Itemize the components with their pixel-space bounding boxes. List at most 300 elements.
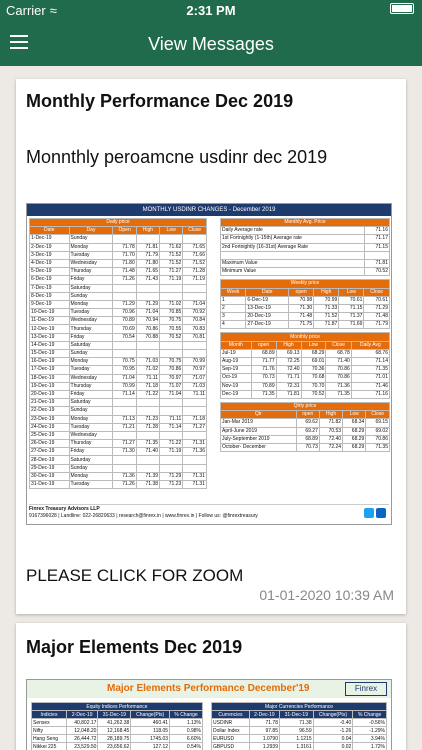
table-cell: 12-Dec-19 — [30, 325, 70, 333]
table-cell: 71.15 — [339, 304, 364, 312]
table-row — [221, 251, 390, 259]
table-cell: 97.85 — [249, 727, 279, 735]
table-cell — [183, 341, 207, 349]
table-cell: 70.99 — [183, 358, 207, 366]
table-row — [221, 227, 390, 235]
column-header: Date — [30, 227, 70, 235]
column-header: 2-Dec-19 — [66, 711, 97, 719]
table-cell: 71.38 — [279, 719, 313, 727]
table-cell: 71.04 — [183, 300, 207, 308]
table-cell — [113, 464, 136, 472]
column-header: open — [251, 341, 276, 349]
table-cell: EURUSD — [212, 735, 250, 743]
table-row — [221, 349, 390, 357]
table-cell: 71.38 — [136, 481, 159, 489]
table-cell: 71.31 — [183, 440, 207, 448]
table-cell — [160, 407, 183, 415]
table-cell: 71.22 — [160, 440, 183, 448]
table-row — [221, 382, 390, 390]
table-row — [30, 456, 207, 464]
table-cell: 71.80 — [136, 259, 159, 267]
table-cell — [160, 341, 183, 349]
table-cell: 72.25 — [276, 358, 301, 366]
column-header: Close — [364, 288, 390, 296]
table-cell: 31-Dec-19 — [30, 481, 70, 489]
table-cell: 71.30 — [289, 304, 314, 312]
table-cell: -1.26 — [313, 727, 353, 735]
table-cell: Nifty — [32, 727, 67, 735]
table-row — [30, 448, 207, 456]
table-cell: 71.04 — [160, 390, 183, 398]
table-cell: Dec-19 — [221, 390, 252, 398]
table-cell: 6-Dec-19 — [30, 276, 70, 284]
table-cell: 71.35 — [326, 390, 351, 398]
table-row — [30, 374, 207, 382]
table-cell: Monday — [69, 243, 113, 251]
table-cell: 1.72% — [353, 743, 387, 750]
table-row — [221, 443, 390, 451]
table-cell — [183, 235, 207, 243]
table-cell: 27-Dec-19 — [30, 448, 70, 456]
table-cell: 15-Dec-19 — [30, 350, 70, 358]
table-cell: 71.81 — [276, 390, 301, 398]
table-cell: 41,262.38 — [98, 719, 131, 727]
table-row — [30, 268, 207, 276]
table-cell: 71.07 — [183, 374, 207, 382]
table-row — [32, 719, 203, 727]
table-cell: 2nd Fortnightly (16-31st) Average Rate — [221, 243, 365, 251]
table-cell — [160, 235, 183, 243]
table-cell: 1 — [221, 296, 246, 304]
battery-icon — [390, 3, 414, 14]
table-cell — [136, 431, 159, 439]
table-cell: -1.29% — [353, 727, 387, 735]
table-cell: Monday — [69, 415, 113, 423]
table-row — [32, 727, 203, 735]
table-cell: Aug-19 — [221, 358, 252, 366]
table-cell: Sunday — [69, 464, 113, 472]
table-cell: Daily Average rate — [221, 227, 365, 235]
table-cell: 69.13 — [276, 349, 301, 357]
table-cell: Tuesday — [69, 251, 113, 259]
table-cell: Sep-19 — [221, 366, 252, 374]
table-row — [30, 325, 207, 333]
table-row — [30, 251, 207, 259]
column-header: 31-Dec-19 — [98, 711, 131, 719]
table-cell: 71.11 — [136, 374, 159, 382]
table-row — [30, 481, 207, 489]
table-cell — [364, 251, 389, 259]
table-cell: 68.29 — [343, 427, 366, 435]
table-cell: 26,444.72 — [66, 735, 97, 743]
table-row — [212, 743, 387, 750]
message-card[interactable] — [16, 79, 406, 614]
table-cell — [136, 292, 159, 300]
table-cell: 2-Dec-19 — [30, 243, 70, 251]
table-row — [30, 292, 207, 300]
table-cell: 72.31 — [276, 382, 301, 390]
message-feed[interactable] — [0, 66, 422, 750]
column-header: % Change — [170, 711, 203, 719]
table-row — [221, 390, 390, 398]
table-row — [212, 727, 387, 735]
table-cell: 71.19 — [160, 276, 183, 284]
table-cell: 71.29 — [136, 300, 159, 308]
table-row — [30, 382, 207, 390]
table-cell: 70.99 — [314, 296, 339, 304]
table-cell: 70.73 — [251, 374, 276, 382]
column-header: High — [136, 227, 159, 235]
table-cell: 71.48 — [113, 268, 136, 276]
table-cell — [136, 350, 159, 358]
column-header: % Change — [353, 711, 387, 719]
table-row — [221, 235, 390, 243]
table-cell: Monday — [69, 472, 113, 480]
message-subtitle: Monnthly peroamcne usdinr dec 2019 — [26, 147, 328, 167]
table-cell: 71.78 — [113, 243, 136, 251]
column-header: Month — [221, 341, 252, 349]
table-cell: 68.78 — [326, 349, 351, 357]
table-cell: Thursday — [69, 440, 113, 448]
table-cell: 20-Dec-19 — [30, 390, 70, 398]
table-cell: 71.26 — [113, 276, 136, 284]
table-row — [221, 259, 390, 267]
column-header: 31-Dec-19 — [279, 711, 313, 719]
table-cell: 70.99 — [113, 382, 136, 390]
table-cell: 71.82 — [319, 419, 342, 427]
table-cell: 71.79 — [136, 251, 159, 259]
table-cell: Wednesday — [69, 317, 113, 325]
table-row — [30, 407, 207, 415]
carrier-label: Carrier — [6, 3, 46, 18]
table-row — [30, 472, 207, 480]
table-cell — [113, 407, 136, 415]
table-cell: 70.61 — [339, 296, 364, 304]
table-cell: 23,529.50 — [66, 743, 97, 750]
column-header: Change(Pts) — [313, 711, 353, 719]
table-cell: 6.60% — [170, 735, 203, 743]
table-cell: 68.29 — [301, 349, 326, 357]
table-cell: -0.56% — [353, 719, 387, 727]
table-cell: Saturday — [69, 284, 113, 292]
table-cell — [160, 431, 183, 439]
table-cell: 70.84 — [183, 317, 207, 325]
zoom-link[interactable]: PLEASE CLICK FOR ZOOM — [26, 566, 244, 585]
table-cell: 71.35 — [366, 443, 390, 451]
table-cell: 24-Dec-19 — [30, 423, 70, 431]
table-cell: 71.11 — [160, 415, 183, 423]
table-cell: 71.29 — [113, 300, 136, 308]
column-header: Day — [69, 227, 113, 235]
table-row — [32, 743, 203, 750]
table-cell: 71.35 — [351, 366, 389, 374]
table-cell: 71.27 — [113, 440, 136, 448]
table-cell — [183, 464, 207, 472]
table-cell: 71.75 — [289, 321, 314, 329]
table-cell: Jan-Mar 2019 — [221, 419, 297, 427]
message-image[interactable] — [26, 679, 392, 750]
table-row — [30, 333, 207, 341]
table-cell — [136, 456, 159, 464]
table-cell: 71.40 — [326, 358, 351, 366]
table-cell: 70.75 — [160, 358, 183, 366]
daily-price-table — [29, 218, 207, 489]
table-cell: 71.43 — [136, 276, 159, 284]
table-cell — [113, 431, 136, 439]
table-cell: 70.98 — [289, 296, 314, 304]
table-cell: 71.36 — [183, 448, 207, 456]
table-cell: Nikkei 225 — [32, 743, 67, 750]
table-cell: 23,656.62 — [98, 743, 131, 750]
table-cell: 71.52 — [183, 259, 207, 267]
table-cell — [183, 292, 207, 300]
table-cell — [221, 251, 365, 259]
table-cell: 22-Dec-19 — [30, 407, 70, 415]
table-cell: 0.04 — [313, 735, 353, 743]
table-cell: 460.41 — [131, 719, 170, 727]
table-cell: 71.36 — [326, 382, 351, 390]
table-cell: 30-Dec-19 — [30, 472, 70, 480]
table-cell: 70.68 — [301, 374, 326, 382]
table-cell: 14-Dec-19 — [30, 341, 70, 349]
table-cell — [113, 456, 136, 464]
table-cell: 17-Dec-19 — [30, 366, 70, 374]
table-cell: 1745.03 — [131, 735, 170, 743]
table-cell: Tuesday — [69, 423, 113, 431]
table-cell — [136, 341, 159, 349]
table-cell: 71.23 — [136, 415, 159, 423]
twitter-icon — [364, 508, 374, 518]
table-header: Equity Indices Performance — [32, 703, 203, 711]
table-cell: 68.76 — [351, 349, 389, 357]
table-row — [30, 300, 207, 308]
table-row — [221, 358, 390, 366]
table-cell: 70.89 — [113, 317, 136, 325]
table-row — [32, 735, 203, 743]
column-header: Close — [183, 227, 207, 235]
table-cell: 70.94 — [136, 317, 159, 325]
table-cell: 70.86 — [136, 325, 159, 333]
table-cell: 127.12 — [131, 743, 170, 750]
table-cell: Jul-19 — [221, 349, 252, 357]
table-row — [30, 366, 207, 374]
table-row — [30, 415, 207, 423]
table-cell — [136, 464, 159, 472]
table-row — [30, 235, 207, 243]
table-cell: 71.62 — [160, 243, 183, 251]
column-header: Low — [301, 341, 326, 349]
table-cell — [183, 350, 207, 358]
table-cell: 71.19 — [160, 448, 183, 456]
table-cell: 71.70 — [113, 251, 136, 259]
table-row — [221, 435, 390, 443]
table-cell: 71.26 — [113, 481, 136, 489]
table-cell: 71.77 — [251, 358, 276, 366]
table-cell: 10-Dec-19 — [30, 309, 70, 317]
message-image[interactable] — [26, 203, 392, 525]
table-cell: 26-Dec-19 — [30, 440, 70, 448]
table-cell: Dollar Index — [212, 727, 250, 735]
table-cell: 27-Dec-19 — [246, 321, 289, 329]
table-cell: 71.78 — [249, 719, 279, 727]
table-cell: 71.27 — [183, 423, 207, 431]
table-cell: 70.86 — [326, 366, 351, 374]
table-cell: Sunday — [69, 235, 113, 243]
column-header: Low — [160, 227, 183, 235]
table-cell: 13-Dec-19 — [30, 333, 70, 341]
table-cell: 8-Dec-19 — [30, 292, 70, 300]
table-cell: 71.52 — [160, 251, 183, 259]
table-cell: 3-Dec-19 — [30, 251, 70, 259]
table-cell: 70.97 — [160, 374, 183, 382]
table-cell: 71.23 — [160, 481, 183, 489]
table-cell: Wednesday — [69, 374, 113, 382]
table-cell — [160, 292, 183, 300]
table-cell: 20-Dec-19 — [246, 313, 289, 321]
table-cell: 6-Dec-19 — [246, 296, 289, 304]
table-cell: 72.24 — [319, 443, 342, 451]
table-cell: 69.15 — [366, 419, 390, 427]
page-title: View Messages — [148, 34, 274, 54]
table-cell: 71.65 — [183, 243, 207, 251]
table-cell: 69.01 — [301, 358, 326, 366]
table-cell: 71.33 — [314, 304, 339, 312]
table-header: Daily price — [30, 219, 207, 227]
table-row — [30, 431, 207, 439]
table-cell: 69.27 — [296, 427, 319, 435]
table-cell: 18-Dec-19 — [30, 374, 70, 382]
table-cell: 70.96 — [113, 309, 136, 317]
table-cell: 71.07 — [160, 382, 183, 390]
table-cell: 71.21 — [113, 423, 136, 431]
table-row — [221, 313, 390, 321]
table-cell: Sensex — [32, 719, 67, 727]
table-cell: Saturday — [69, 341, 113, 349]
table-cell: 71.18 — [183, 415, 207, 423]
table-cell — [113, 350, 136, 358]
table-cell: 1.3161 — [279, 743, 313, 750]
table-cell: 71.80 — [113, 259, 136, 267]
wifi-icon: ≈ — [49, 3, 57, 18]
message-date: 01-01-2020 10:39 AM — [259, 587, 394, 603]
table-row — [30, 243, 207, 251]
table-cell: 71.65 — [136, 268, 159, 276]
table-cell: 70.85 — [160, 309, 183, 317]
column-header: Change(Pts) — [131, 711, 170, 719]
weekly-price-table — [220, 279, 390, 329]
table-cell: 71.01 — [351, 374, 389, 382]
table-cell: October- December — [221, 443, 297, 451]
table-cell: 71.48 — [289, 313, 314, 321]
navigation-bar — [0, 22, 422, 66]
table-header: Monthly price — [221, 333, 390, 341]
table-cell: 71.52 — [160, 259, 183, 267]
table-cell: 71.37 — [339, 313, 364, 321]
column-header: High — [319, 411, 342, 419]
table-cell: 9-Dec-19 — [30, 300, 70, 308]
table-cell: 71.36 — [113, 472, 136, 480]
table-cell: Thursday — [69, 325, 113, 333]
table-cell: 70.69 — [113, 325, 136, 333]
table-row — [30, 276, 207, 284]
table-cell: 7-Dec-19 — [30, 284, 70, 292]
table-cell: 70.86 — [366, 435, 390, 443]
table-cell: 71.31 — [183, 481, 207, 489]
table-cell: 4-Dec-19 — [30, 259, 70, 267]
table-cell: USDINR — [212, 719, 250, 727]
table-cell — [160, 456, 183, 464]
table-cell: 28-Dec-19 — [30, 456, 70, 464]
currency-table — [211, 702, 387, 750]
table-cell: 68.29 — [343, 443, 366, 451]
table-row — [30, 358, 207, 366]
table-cell: 3 — [221, 313, 246, 321]
table-cell: Friday — [69, 390, 113, 398]
column-header: open — [296, 411, 319, 419]
table-cell — [113, 292, 136, 300]
table-cell — [113, 341, 136, 349]
table-cell — [183, 456, 207, 464]
table-cell: 69.02 — [366, 427, 390, 435]
table-cell: Friday — [69, 333, 113, 341]
table-cell: 71.18 — [136, 382, 159, 390]
column-header: Close — [326, 341, 351, 349]
table-cell: 1-Dec-19 — [30, 235, 70, 243]
table-cell — [136, 284, 159, 292]
table-cell: 71.02 — [136, 366, 159, 374]
table-cell: Saturday — [69, 399, 113, 407]
table-cell: 71.16 — [351, 390, 389, 398]
table-cell: 70.36 — [301, 366, 326, 374]
table-cell: 71.17 — [364, 235, 389, 243]
table-row — [30, 440, 207, 448]
table-cell: 29-Dec-19 — [30, 464, 70, 472]
table-cell — [113, 399, 136, 407]
table-cell: 71.31 — [183, 472, 207, 480]
column-header: High — [314, 288, 339, 296]
table-cell — [113, 235, 136, 243]
message-card[interactable] — [16, 623, 406, 750]
table-row — [30, 259, 207, 267]
table-cell: 118.05 — [131, 727, 170, 735]
table-cell: 70.95 — [113, 366, 136, 374]
table-cell: 70.70 — [301, 382, 326, 390]
table-cell: Nov-19 — [221, 382, 252, 390]
table-cell: Tuesday — [69, 366, 113, 374]
table-cell: 12,048.20 — [66, 727, 97, 735]
table-row — [30, 309, 207, 317]
table-row — [30, 284, 207, 292]
table-cell: 70.86 — [326, 374, 351, 382]
table-cell: 70.61 — [364, 296, 390, 304]
table-cell — [183, 431, 207, 439]
table-cell: April-June 2019 — [221, 427, 297, 435]
table-cell: 71.02 — [160, 300, 183, 308]
table-cell: Wednesday — [69, 431, 113, 439]
table-cell: 1st Fortnightly (1-15th) Average rate — [221, 235, 365, 243]
table-cell: Sunday — [69, 292, 113, 300]
column-header: Low — [339, 288, 364, 296]
table-header: Qtrly price — [221, 402, 390, 410]
table-cell — [160, 350, 183, 358]
table-cell: 71.14 — [351, 358, 389, 366]
table-cell: 71.35 — [136, 440, 159, 448]
table-cell: 1.13% — [170, 719, 203, 727]
table-row — [221, 268, 390, 276]
table-cell: 71.13 — [113, 415, 136, 423]
clock: 2:31 PM — [186, 3, 236, 18]
table-cell: 40,802.17 — [66, 719, 97, 727]
